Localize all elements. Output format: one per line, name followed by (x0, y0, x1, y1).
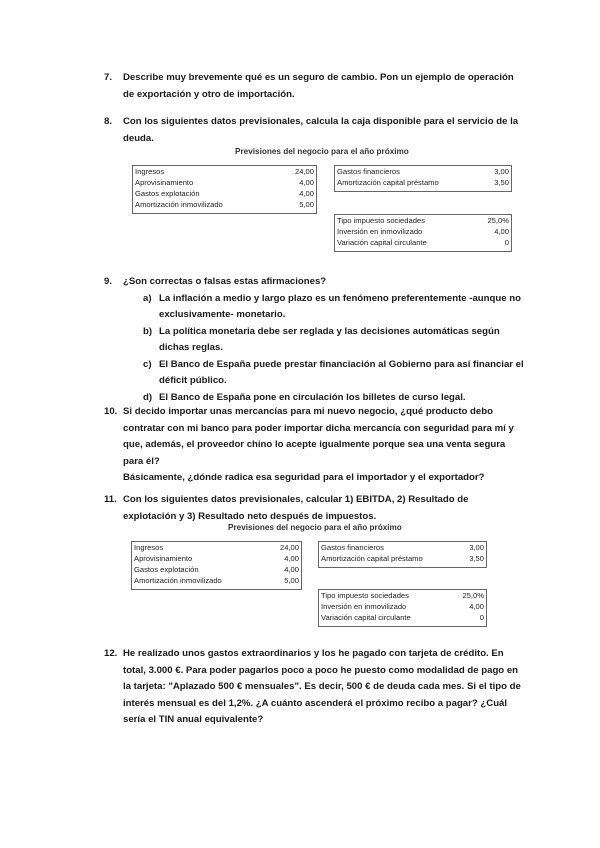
row-label: Variación capital circulante (321, 613, 411, 622)
row-value: 4,00 (299, 189, 314, 198)
question-8 (104, 114, 524, 147)
table-row (133, 199, 316, 210)
question-number: 12. (104, 648, 118, 659)
table-title: Previsiones del negocio para el año próximo (228, 523, 402, 532)
row-label: Amortización inmovilizado (134, 576, 222, 585)
row-value: 4,00 (299, 178, 314, 187)
table-row (319, 590, 486, 601)
table-row (319, 612, 486, 623)
table-row (132, 564, 301, 575)
row-label: Aprovisinamiento (134, 554, 193, 563)
row-label: Tipo impuesto sociedades (337, 216, 425, 225)
row-value: 24,00 (294, 167, 314, 176)
question-number: 8. (104, 116, 113, 127)
table-title: Previsiones del negocio para el año próximo (235, 147, 409, 156)
question-text: ¿Son correctas o falsas estas afirmaciones? (123, 276, 327, 287)
question-text: Describe muy brevemente qué es un seguro de cambio. Pon un ejemplo de operación de exportación y otro de importación. (123, 72, 514, 100)
row-label: Amortización inmovilizado (135, 200, 223, 209)
row-value: 0 (504, 238, 509, 247)
table-row (132, 553, 301, 564)
row-label: Gastos explotación (135, 189, 200, 198)
row-label: Ingresos (134, 543, 164, 552)
row-value: 5,00 (299, 200, 314, 209)
question-text: Si decido importar unas mercancías para mi nuevo negocio, ¿qué producto debo contratar con mi banco para poder importar dicha mercancía con seguridad para mí y que, además, el proveedor chino lo acepte igualmente porque sea una venta segura para él? (123, 406, 514, 467)
list-item: c) El Banco de España puede prestar financiación al Gobierno para así financiar el déficit público. (143, 358, 524, 386)
row-label: Ingresos (135, 167, 165, 176)
list-item: d) El Banco de España pone en circulación los billetes de curso legal. (143, 391, 466, 403)
row-value: 4,00 (494, 227, 509, 236)
row-value: 24,00 (279, 543, 299, 552)
row-label: Amortización capital préstamo (321, 554, 423, 563)
question-number: 9. (104, 276, 113, 287)
row-value: 4,00 (284, 554, 299, 563)
row-value: 4,00 (469, 602, 484, 611)
row-label: Tipo impuesto sociedades (321, 591, 409, 600)
table-row (133, 177, 316, 188)
row-label: Inversión en inmovilizado (337, 227, 423, 236)
question-text: Con los siguientes datos previsionales, calcula la caja disponible para el servicio de la deuda. (123, 116, 519, 144)
data-box-income (131, 541, 302, 590)
row-label: Variación capital circulante (337, 238, 427, 247)
question-number: 7. (104, 72, 113, 83)
question-10 (104, 404, 524, 487)
question-number: 10. (104, 406, 118, 417)
table-row (319, 601, 486, 612)
question-text-followup: Básicamente, ¿dónde radica esa seguridad para el importador y el exportador? (123, 472, 485, 483)
row-label: Aprovisinamiento (135, 178, 194, 187)
row-label: Amortización capital préstamo (337, 178, 439, 187)
data-box-income (132, 165, 317, 214)
data-box-financing (318, 541, 487, 568)
question-text: He realizado unos gastos extraordinarios y los he pagado con tarjeta de crédito. En total, 3.000 €. Para poder pagarlos poco a poco he puesto como modalidad de pago en la tarjeta: "Aplazado 500 € mensuales". Es decir, 500 € de deuda cada mes. Si el tipo de interés mensual es del 1,2%. ¿A cuánto ascenderá el próximo recibo a pagar? ¿Cuál sería el TIN anual equivalente? (123, 648, 521, 725)
row-label: Gastos financieros (337, 167, 400, 176)
row-value: 0 (479, 613, 484, 622)
question-number: 11. (104, 494, 117, 505)
list-item: a) La inflación a medio y largo plazo es un fenómeno preferentemente -aunque no exclusivamente- monetario. (143, 292, 521, 320)
table-row (133, 166, 316, 177)
table-row (335, 226, 511, 237)
row-value: 3,00 (469, 543, 484, 552)
data-box-financing (334, 165, 512, 192)
row-value: 25,0% (462, 591, 484, 600)
row-label: Inversión en inmovilizado (321, 602, 407, 611)
table-row (132, 575, 301, 586)
question-9 (104, 274, 524, 406)
table-row (319, 553, 486, 564)
data-box-taxes (318, 589, 487, 627)
table-row (335, 237, 511, 248)
question-text: Con los siguientes datos previsionales, calcular 1) EBITDA, 2) Resultado de explotación y 3) Resultado neto después de impuestos. (123, 494, 469, 522)
question-11 (104, 492, 524, 525)
row-value: 3,50 (469, 554, 484, 563)
table-row (335, 166, 511, 177)
table-row (319, 542, 486, 553)
question-12 (104, 646, 524, 729)
table-row (335, 215, 511, 226)
row-value: 3,50 (494, 178, 509, 187)
data-box-taxes (334, 214, 512, 252)
table-row (132, 542, 301, 553)
row-value: 25,0% (487, 216, 509, 225)
row-value: 5,00 (284, 576, 299, 585)
row-value: 3,00 (494, 167, 509, 176)
row-value: 4,00 (284, 565, 299, 574)
table-row (335, 177, 511, 188)
row-label: Gastos explotación (134, 565, 199, 574)
row-label: Gastos financieros (321, 543, 384, 552)
table-row (133, 188, 316, 199)
question-7 (104, 70, 524, 103)
list-item: b) La política monetaria debe ser reglada y las decisiones automáticas según dichas reglas. (143, 325, 500, 353)
